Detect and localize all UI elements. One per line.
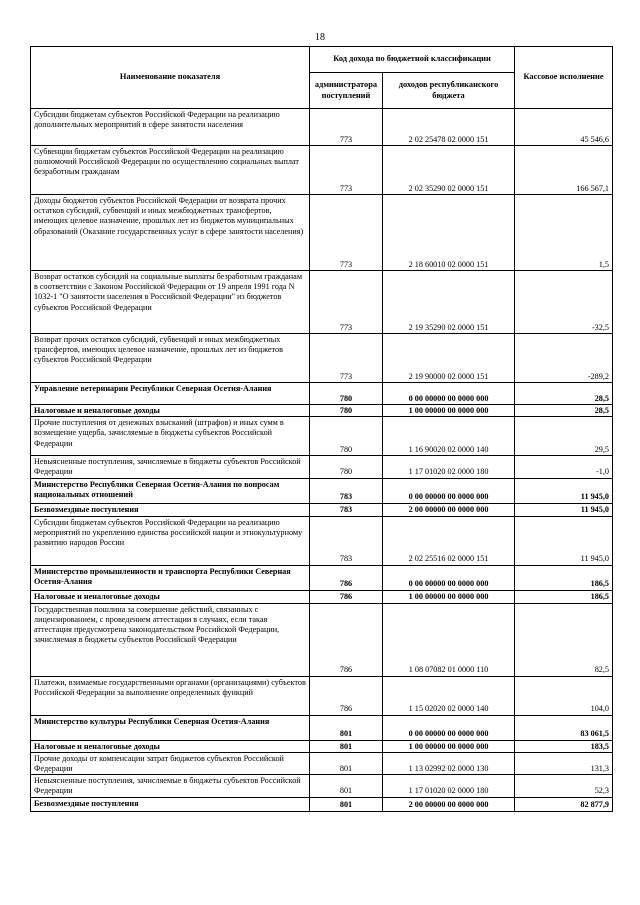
row-budget-code: 1 00 00000 00 0000 000 xyxy=(383,405,515,417)
table-row xyxy=(31,797,613,811)
row-amount: 52,3 xyxy=(515,775,613,797)
table-row xyxy=(31,752,613,774)
row-name: Возврат остатков субсидий на социальные выплаты безработным гражданам в соответствии с Законом Российской Федерации от 19 апреля 1991 года N 1032-1 "О занятости населения в Российской Федерации" из бюджетов субъектов Российской Федерации xyxy=(31,271,310,334)
row-amount: 28,5 xyxy=(515,405,613,417)
row-amount: 82,5 xyxy=(515,603,613,676)
row-name: Безвозмездные поступления xyxy=(31,797,310,811)
row-budget-code: 1 00 00000 00 0000 000 xyxy=(383,740,515,752)
table-row xyxy=(31,775,613,797)
row-admin-code: 801 xyxy=(310,715,383,740)
row-admin-code: 801 xyxy=(310,775,383,797)
row-amount: -289,2 xyxy=(515,334,613,383)
table-row xyxy=(31,478,613,503)
row-budget-code: 1 13 02992 02 0000 130 xyxy=(383,752,515,774)
row-admin-code: 801 xyxy=(310,797,383,811)
table-row xyxy=(31,109,613,146)
row-name: Прочие доходы от компенсации затрат бюджетов субъектов Российской Федерации xyxy=(31,752,310,774)
table-row xyxy=(31,383,613,405)
row-name: Безвозмездные поступления xyxy=(31,503,310,516)
row-amount: 29,5 xyxy=(515,417,613,456)
row-admin-code: 801 xyxy=(310,740,383,752)
row-admin-code: 786 xyxy=(310,603,383,676)
row-name: Управление ветеринарии Республики Северная Осетия-Алания xyxy=(31,383,310,405)
row-budget-code: 0 00 00000 00 0000 000 xyxy=(383,478,515,503)
row-name: Министерство культуры Республики Северная Осетия-Алания xyxy=(31,715,310,740)
row-budget-code: 2 19 35290 02 0000 151 xyxy=(383,271,515,334)
header-budget-code: доходов республиканского бюджета xyxy=(383,73,515,109)
row-amount: 11 945,0 xyxy=(515,478,613,503)
row-admin-code: 773 xyxy=(310,195,383,271)
row-admin-code: 780 xyxy=(310,405,383,417)
header-amount: Кассовое исполнение xyxy=(515,47,613,109)
row-amount: 11 945,0 xyxy=(515,516,613,565)
table-row xyxy=(31,271,613,334)
row-admin-code: 773 xyxy=(310,271,383,334)
row-admin-code: 786 xyxy=(310,590,383,603)
row-name: Государственная пошлина за совершение действий, связанных с лицензированием, с проведением аттестации в случаях, если такая аттестация предусмотрена законодательством Российской Федерации, зачисляемая в бюджеты субъектов Российской Федерации xyxy=(31,603,310,676)
row-name: Прочие поступления от денежных взысканий (штрафов) и иных сумм в возмещение ущерба, зачисляемые в бюджеты субъектов Российской Федерации xyxy=(31,417,310,456)
row-name: Невыясненные поступления, зачисляемые в бюджеты субъектов Российской Федерации xyxy=(31,456,310,478)
table-row xyxy=(31,516,613,565)
row-budget-code: 2 02 35290 02 0000 151 xyxy=(383,146,515,195)
row-name: Невыясненные поступления, зачисляемые в бюджеты субъектов Российской Федерации xyxy=(31,775,310,797)
row-admin-code: 783 xyxy=(310,503,383,516)
row-budget-code: 2 00 00000 00 0000 000 xyxy=(383,503,515,516)
table-header xyxy=(31,47,613,109)
row-amount: 45 546,6 xyxy=(515,109,613,146)
table-row xyxy=(31,503,613,516)
row-budget-code: 1 16 90020 02 0000 140 xyxy=(383,417,515,456)
row-name: Министерство промышленности и транспорта Республики Северная Осетия-Алания xyxy=(31,565,310,590)
row-admin-code: 780 xyxy=(310,383,383,405)
table-row xyxy=(31,417,613,456)
row-name: Возврат прочих остатков субсидий, субвенций и иных межбюджетных трансфертов, имеющих целевое назначение, прошлых лет из бюджетов субъектов Российской Федерации xyxy=(31,334,310,383)
row-budget-code: 2 19 90000 02 0000 151 xyxy=(383,334,515,383)
row-admin-code: 786 xyxy=(310,565,383,590)
table-row xyxy=(31,676,613,715)
row-amount: 1,5 xyxy=(515,195,613,271)
row-admin-code: 780 xyxy=(310,417,383,456)
table-row xyxy=(31,456,613,478)
row-budget-code: 0 00 00000 00 0000 000 xyxy=(383,715,515,740)
row-budget-code: 2 02 25478 02 0000 151 xyxy=(383,109,515,146)
row-budget-code: 2 00 00000 00 0000 000 xyxy=(383,797,515,811)
row-budget-code: 1 15 02020 02 0000 140 xyxy=(383,676,515,715)
row-admin-code: 786 xyxy=(310,676,383,715)
row-name: Налоговые и неналоговые доходы xyxy=(31,740,310,752)
row-name: Доходы бюджетов субъектов Российской Федерации от возврата прочих остатков субсидий, субвенций и иных межбюджетных трансфертов, имеющих целевое назначение, прошлых лет из бюджетов муниципальных образований (Оказание государственных услуг в сфере занятости населения) xyxy=(31,195,310,271)
table-row xyxy=(31,740,613,752)
row-name: Платежи, взимаемые государственными органами (организациями) субъектов Российской Федерации за выполнение определенных функций xyxy=(31,676,310,715)
table-row xyxy=(31,405,613,417)
row-admin-code: 773 xyxy=(310,146,383,195)
row-name: Субвенции бюджетам субъектов Российской Федерации на реализацию полномочий Российской Федерации по осуществлению социальных выплат безработным гражданам xyxy=(31,146,310,195)
row-name: Налоговые и неналоговые доходы xyxy=(31,405,310,417)
row-budget-code: 1 00 00000 00 0000 000 xyxy=(383,590,515,603)
table-row xyxy=(31,603,613,676)
row-amount: 131,3 xyxy=(515,752,613,774)
row-amount: -1,0 xyxy=(515,456,613,478)
table-row xyxy=(31,195,613,271)
table-body xyxy=(31,109,613,812)
row-admin-code: 773 xyxy=(310,334,383,383)
row-amount: 104,0 xyxy=(515,676,613,715)
row-budget-code: 1 17 01020 02 0000 180 xyxy=(383,775,515,797)
row-name: Субсидии бюджетам субъектов Российской Федерации на реализацию дополнительных мероприятий в сфере занятости населения xyxy=(31,109,310,146)
page-number: 18 xyxy=(315,32,325,43)
row-admin-code: 783 xyxy=(310,478,383,503)
row-amount: 166 567,1 xyxy=(515,146,613,195)
row-admin-code: 783 xyxy=(310,516,383,565)
header-name: Наименование показателя xyxy=(31,47,310,109)
row-amount: 11 945,0 xyxy=(515,503,613,516)
row-amount: 186,5 xyxy=(515,565,613,590)
row-budget-code: 0 00 00000 00 0000 000 xyxy=(383,565,515,590)
row-budget-code: 2 18 60010 02 0000 151 xyxy=(383,195,515,271)
table-row xyxy=(31,590,613,603)
row-amount: 183,5 xyxy=(515,740,613,752)
row-amount: 186,5 xyxy=(515,590,613,603)
row-name: Субсидии бюджетам субъектов Российской Федерации на реализацию мероприятий по укреплению единства российской нации и этнокультурному развитию народов России xyxy=(31,516,310,565)
row-name: Налоговые и неналоговые доходы xyxy=(31,590,310,603)
row-admin-code: 773 xyxy=(310,109,383,146)
row-amount: 83 061,5 xyxy=(515,715,613,740)
row-admin-code: 780 xyxy=(310,456,383,478)
header-code-group: Код дохода по бюджетной классификации xyxy=(310,47,515,73)
table-row xyxy=(31,334,613,383)
budget-table xyxy=(30,46,613,812)
row-amount: -32,5 xyxy=(515,271,613,334)
row-amount: 28,5 xyxy=(515,383,613,405)
table-row xyxy=(31,146,613,195)
row-budget-code: 0 00 00000 00 0000 000 xyxy=(383,383,515,405)
row-budget-code: 2 02 25516 02 0000 151 xyxy=(383,516,515,565)
row-budget-code: 1 08 07082 01 0000 110 xyxy=(383,603,515,676)
row-admin-code: 801 xyxy=(310,752,383,774)
row-name: Министерство Республики Северная Осетия-Алания по вопросам национальных отношений xyxy=(31,478,310,503)
header-admin: администратора поступлений xyxy=(310,73,383,109)
table-row xyxy=(31,715,613,740)
table-row xyxy=(31,565,613,590)
row-amount: 82 877,9 xyxy=(515,797,613,811)
row-budget-code: 1 17 01020 02 0000 180 xyxy=(383,456,515,478)
